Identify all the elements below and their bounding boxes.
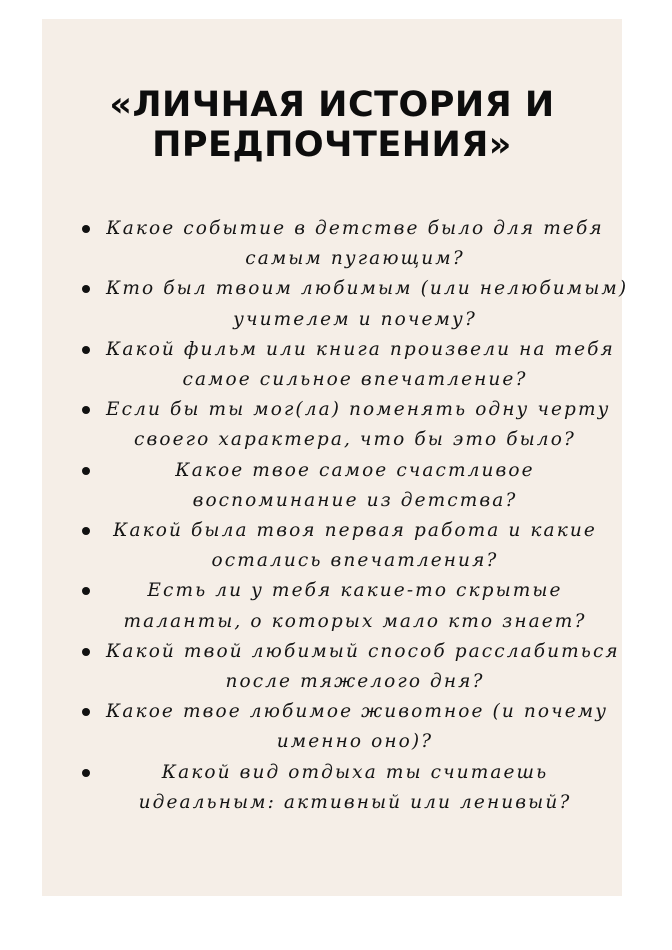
bullet-icon — [82, 708, 90, 716]
list-item — [42, 335, 622, 395]
question-text: идеальным: активный или ленивый? — [138, 791, 572, 813]
question-text: самое сильное впечатление? — [182, 369, 528, 391]
list-item — [42, 758, 622, 818]
bullet-icon — [82, 527, 90, 535]
question-text: Какой фильм или книга произвели на тебя — [106, 338, 615, 360]
list-item — [42, 395, 622, 455]
list-item — [42, 697, 622, 757]
question-text: своего характера, что бы это было? — [134, 429, 576, 451]
question-text: Какое твое любимое животное (и почему — [106, 701, 609, 723]
bullet-icon — [82, 467, 90, 475]
bullet-icon — [82, 285, 90, 293]
question-text: Какое твое самое счастливое — [175, 459, 535, 481]
bullet-icon — [82, 587, 90, 595]
question-text: Есть ли у тебя какие-то скрытые — [147, 580, 563, 602]
bullet-icon — [82, 346, 90, 354]
question-text: воспоминание из детства? — [192, 489, 518, 511]
question-text: Какой была твоя первая работа и какие — [113, 520, 597, 542]
bullet-icon — [82, 406, 90, 414]
list-item — [42, 637, 622, 697]
list-item — [42, 274, 629, 334]
question-text: Какой твой любимый способ расслабиться — [106, 640, 620, 662]
list-item — [42, 456, 622, 516]
question-text: Какое событие в детстве было для тебя — [106, 218, 604, 239]
title-line-2: ПРЕДПОЧТЕНИЯ» — [152, 125, 512, 165]
bullet-icon — [82, 225, 90, 233]
bullet-icon — [82, 769, 90, 777]
question-text: именно оно)? — [276, 731, 434, 753]
question-text: Кто был твоим любимым (или нелюбимым) — [106, 278, 629, 300]
question-text: после тяжелого дня? — [225, 671, 485, 693]
question-text: остались впечатления? — [211, 550, 499, 572]
question-list — [42, 214, 629, 818]
question-card — [42, 19, 629, 896]
page-title — [42, 85, 622, 165]
question-text: таланты, о которых мало кто знает? — [123, 610, 587, 632]
title-line-1: «ЛИЧНАЯ ИСТОРИЯ И — [109, 85, 555, 125]
bullet-icon — [82, 648, 90, 656]
list-item — [42, 214, 622, 274]
list-item — [42, 516, 622, 576]
question-text: Если бы ты мог(ла) поменять одну черту — [106, 399, 611, 421]
question-text: учителем и почему? — [233, 308, 477, 330]
question-text: самым пугающим? — [245, 248, 465, 270]
list-item — [42, 576, 622, 636]
question-text: Какой вид отдыха ты считаешь — [161, 761, 549, 783]
